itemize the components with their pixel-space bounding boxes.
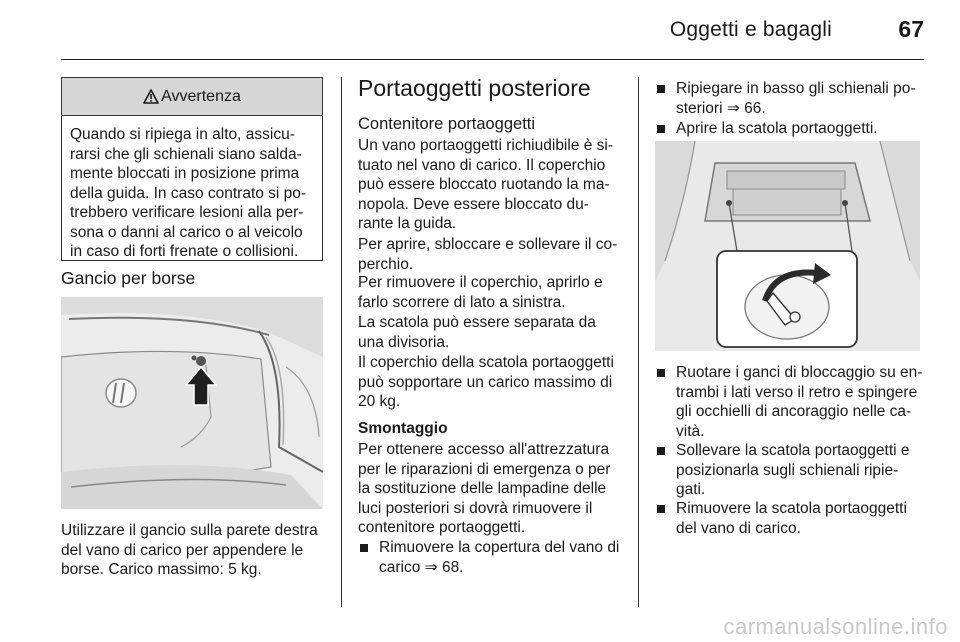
- text-line: vità.: [676, 422, 705, 440]
- text-line: steriori ⇒ 66.: [676, 99, 766, 117]
- warning-line: trebbero verificare lesioni alla per-: [70, 204, 304, 221]
- bullet-square-icon: [657, 447, 665, 455]
- text-line: borse. Carico massimo: 5 kg.: [61, 561, 262, 578]
- subheading-contenitore: Contenitore portaoggetti: [358, 115, 536, 133]
- text-line: gati.: [676, 481, 706, 498]
- bullet-ruotare-ganci: [655, 363, 922, 441]
- text-line: perchio.: [358, 255, 414, 273]
- text-line: Per ottenere accesso all'attrezzatura: [358, 441, 610, 458]
- paragraph-aprire: [358, 235, 617, 274]
- subheading-smontaggio: Smontaggio: [358, 420, 448, 437]
- text-line: Rimuovere la scatola portaoggetti: [676, 500, 907, 517]
- storage-box-illustration: [655, 141, 920, 351]
- text-line: Per aprire, sbloccare e sollevare il co-: [358, 236, 618, 253]
- text-line: Ruotare i ganci di bloccaggio su en-: [676, 364, 923, 381]
- bullet-square-icon: [657, 85, 665, 93]
- text-line: tuato nel vano di carico. Il coperchio: [358, 156, 606, 174]
- cargo-area-drawing: [61, 297, 323, 509]
- text-line: contenitore portaoggetti.: [358, 519, 526, 536]
- header-divider: [61, 59, 924, 60]
- warning-line: della guida. In caso contrato si po-: [70, 184, 307, 202]
- storage-box-drawing: [655, 141, 920, 351]
- warning-line: rarsi che gli schienali siano salda-: [70, 145, 302, 163]
- text-line: gli occhielli di ancoraggio nelle ca-: [676, 403, 912, 420]
- page-header-title: Oggetti e bagagli: [669, 18, 832, 41]
- text-line: rante la guida.: [358, 215, 457, 232]
- text-line: trambi i lati verso il retro e spingere: [676, 383, 918, 401]
- section-heading-portaoggetti: Portaoggetti posteriore: [358, 75, 591, 101]
- bullet-square-icon: [657, 369, 665, 377]
- bag-hook-illustration: [61, 297, 323, 509]
- text-line: farlo scorrere di lato a sinistra.: [358, 293, 566, 311]
- text-line: Utilizzare il gancio sulla parete destra: [61, 522, 318, 539]
- text-line: una divisoria.: [358, 333, 450, 351]
- bullet-sollevare-scatola: [655, 441, 910, 500]
- warning-text: [62, 116, 322, 262]
- text-line: La scatola può essere separata da: [358, 314, 596, 331]
- text-line: Aprire la scatola portaoggetti.: [676, 120, 878, 137]
- bullet-ripiegare-schienali: [655, 79, 916, 118]
- text-line: Rimuovere la copertura del vano di: [379, 539, 620, 556]
- text-line: può sopportare un carico massimo di: [358, 373, 613, 391]
- bullet-rimuovere-scatola: [655, 499, 907, 538]
- paragraph-divisoria: [358, 313, 596, 352]
- paragraph-contenitore: [358, 136, 613, 234]
- text-line: del vano di carico per appendere le: [61, 541, 304, 559]
- text-line: carico ⇒ 68.: [379, 558, 464, 576]
- warning-triangle-icon: [143, 89, 159, 104]
- warning-line: Quando si ripiega in alto, assicu-: [70, 126, 295, 143]
- text-line: Un vano portaoggetti richiudibile è si-: [358, 137, 614, 154]
- bullet-rimuovere-copertura: [358, 538, 619, 577]
- warning-title: Avvertenza: [161, 87, 241, 105]
- watermark: carmanualsonline.info: [723, 614, 948, 639]
- text-line: nopola. Deve essere bloccato du-: [358, 195, 589, 213]
- page-number: 67: [898, 16, 924, 42]
- text-line: Sollevare la scatola portaoggetti e: [676, 442, 910, 459]
- text-line: Ripiegare in basso gli schienali po-: [676, 80, 916, 97]
- section-heading-gancio: Gancio per borse: [61, 268, 196, 288]
- warning-header: [62, 78, 322, 116]
- column-divider-1: [341, 77, 342, 607]
- text-line: del vano di carico.: [676, 519, 801, 537]
- warning-line: sona o danni al carico o al veicolo: [70, 223, 303, 241]
- warning-line: mente bloccati in posizione prima: [70, 165, 300, 182]
- paragraph-carico-massimo: [358, 353, 614, 412]
- text-line: posizionarla sugli schienali ripie-: [676, 461, 899, 479]
- text-line: la sostituzione delle lampadine delle: [358, 480, 607, 497]
- column-divider-2: [638, 77, 639, 607]
- text-line: per le riparazioni di emergenza o per: [358, 460, 611, 478]
- text-line: luci posteriori si dovrà rimuovere il: [358, 499, 593, 517]
- text-line: 20 kg.: [358, 393, 401, 410]
- text-line: Per rimuovere il coperchio, aprirlo e: [358, 274, 603, 291]
- gancio-paragraph: [61, 521, 318, 580]
- bullet-square-icon: [360, 544, 368, 552]
- paragraph-rimuovere-coperchio: [358, 273, 603, 312]
- bullet-square-icon: [657, 125, 665, 133]
- warning-line: in caso di forti frenate o collisioni.: [70, 243, 299, 260]
- text-line: Il coperchio della scatola portaoggetti: [358, 354, 614, 371]
- text-line: può essere bloccato ruotando la ma-: [358, 176, 610, 193]
- paragraph-smontaggio: [358, 440, 610, 538]
- bullet-square-icon: [657, 505, 665, 513]
- warning-box: [61, 77, 323, 261]
- bullet-aprire-scatola: [655, 119, 878, 139]
